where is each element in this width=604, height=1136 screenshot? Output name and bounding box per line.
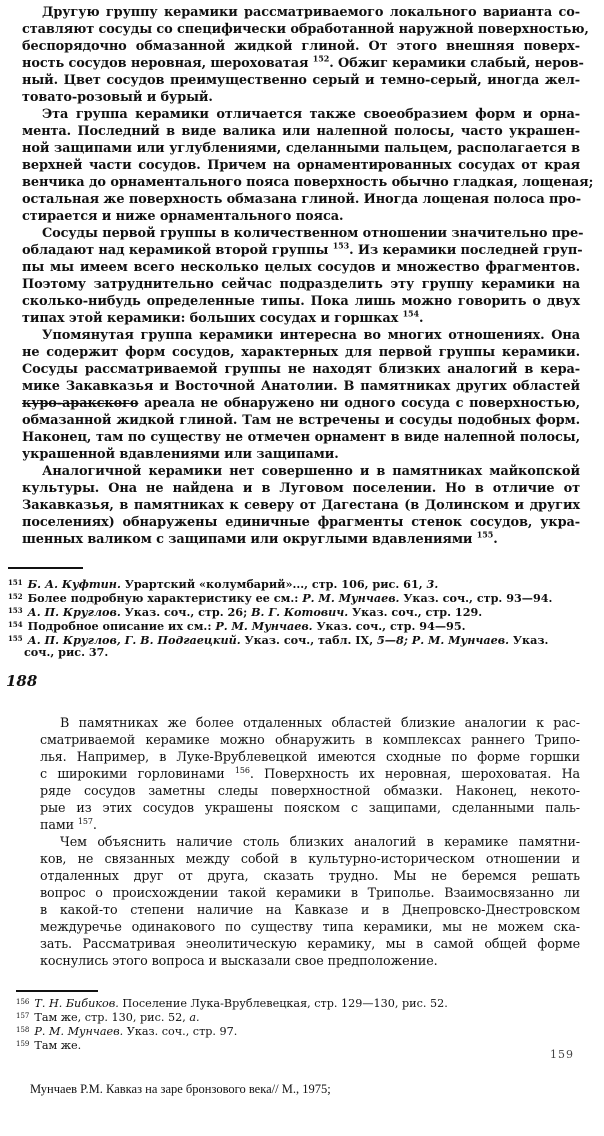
text-line: Аналогичной керамики нет совершенно и в памятниках майкопской [42, 464, 580, 479]
footnote [16, 996, 448, 1010]
text-line: мике Закавказья и Восточной Анатолии. В памятниках других областей [22, 379, 580, 394]
footnote-text: Поселение Лука-Врублевецкая, стр. 129—130, рис. 52. [118, 997, 448, 1010]
text-span: . [419, 311, 424, 326]
text-line: культуры. Она не найдена и в Луговом поселении. Но в отличие от [22, 481, 580, 496]
text-span: ареала не обнаружено ни одного сосуда с поверхностью, [144, 396, 581, 411]
footnote [16, 1010, 200, 1024]
text-line: междуречье одинакового по существу типа керамики, мы не можем ска- [40, 919, 580, 934]
footnote [8, 590, 552, 605]
footnote-ref: 156 [234, 765, 250, 775]
footnote [8, 604, 482, 619]
footnote-number: 153 [8, 606, 23, 615]
footnote [16, 1024, 237, 1038]
text-span: типах этой керамики: больших сосудах и горшках [22, 311, 399, 326]
footnote-author: Т. Н. Бибиков. [34, 997, 119, 1010]
text-line [40, 816, 580, 833]
text-span: ность сосудов неровная, шероховатая [22, 56, 309, 71]
text-line: ряде сосудов заметны следы поверхностной обмазки. Наконец, некото- [40, 783, 580, 798]
footnote-text: Указ. соч., стр. 94—95. [312, 619, 466, 633]
text-line: В памятниках же более отдаленных областей близкие аналогии к рас- [60, 715, 580, 730]
text-span: . Из керамики последней груп- [349, 243, 583, 258]
text-line [22, 240, 583, 259]
text-span: с широкими горловинами [40, 766, 225, 781]
text-line [22, 53, 584, 72]
footnote-number: 157 [16, 1012, 30, 1020]
text-span: . Обжиг керамики слабый, неров- [329, 56, 584, 71]
text-line: верхней части сосудов. Причем на орнаментированных сосудах от края [22, 158, 580, 173]
text-line: не содержит форм сосудов, характерных для первой группы керамики. [22, 345, 580, 360]
text-line: Наконец, там по существу не отмечен орнамент в виде налепной полосы, [22, 430, 580, 445]
text-line: Поэтому затруднительно сейчас подразделить эту группу керамики на [22, 277, 580, 292]
footnote-ref: 152 [312, 53, 330, 64]
footnote [8, 576, 438, 591]
text-line: украшенной вдавлениями или защипами. [22, 447, 339, 462]
struck-text: куро-аракского [22, 396, 139, 411]
text-line: пы мы имеем всего несколько целых сосудов и множество фрагментов. [22, 260, 580, 275]
text-line: ной защипами или углублениями, сделанными пальцем, располагается в [22, 141, 580, 156]
footnote-ref: 157 [77, 816, 93, 826]
text-line: стирается и ниже орнаментального пояса. [22, 209, 344, 224]
text-line [22, 531, 580, 548]
text-line: обмазанной жидкой глиной. Там не встречены и сосуды подобных форм. [22, 413, 580, 428]
footnote-number: 159 [16, 1040, 30, 1048]
footnote-number: 156 [16, 998, 30, 1006]
footnote-number: 152 [8, 592, 23, 601]
text-line: товато-розовый и бурый. [22, 90, 213, 105]
text-line: сматриваемой керамике можно обнаружить в комплексах раннего Трипо- [40, 732, 580, 747]
footnote-text: Указ. [509, 633, 549, 647]
text-line: венчика до орнаментального пояса поверхность обычно гладкая, лощеная; [22, 175, 594, 190]
text-line: остальная же поверхность обмазана глиной. Иногда лощеная полоса про- [22, 192, 582, 207]
text-span: шенных валиком с защипами или округлыми вдавлениями [22, 532, 473, 547]
footnote-number: 158 [16, 1026, 30, 1034]
text-line [22, 395, 580, 412]
text-line: коснулись этого вопроса и высказали свое предположение. [40, 953, 438, 968]
footnote-ref: 155 [476, 529, 494, 540]
text-span: обладают над керамикой второй группы [22, 243, 329, 258]
footnote-author: Р. М. Мунчаев. [34, 1025, 124, 1038]
text-line: Сосуды рассматриваемой группы не находят близких аналогий в кера- [22, 362, 580, 377]
footnote-text: Там же. [34, 1039, 82, 1052]
page-number: 159 [550, 1048, 574, 1061]
text-line [22, 310, 580, 327]
footnote-text: Указ. соч., стр. 26; [120, 605, 252, 619]
footnote-author: А. П. Круглов. [27, 605, 121, 619]
footnote-author: В. Г. Котович. [251, 605, 349, 619]
text-line: вопрос о происхождении такой керамики в Триполье. Взаимосвязанно ли [40, 885, 580, 900]
footnote-ref: 154 [402, 308, 419, 319]
footnote-text: Указ. соч., стр. 93—94. [399, 591, 553, 605]
footnote-divider [16, 990, 98, 992]
footnote-author: Р. М. Мунчаев. [407, 633, 510, 647]
footnote [8, 618, 466, 633]
text-span: . [92, 817, 97, 832]
footnote-text: Там же, стр. 130, рис. 52, [34, 1011, 190, 1024]
text-line: Эта группа керамики отличается также своеобразием форм и орна- [42, 107, 580, 122]
text-line: Закавказья, в памятниках к северу от Дагестана (в Долинском и других [22, 498, 580, 513]
footnote [16, 1038, 81, 1052]
text-line: зать. Рассматривая энеолитическую керамику, мы в самой общей форме [40, 936, 580, 951]
footnote-text: 3. [426, 577, 439, 591]
text-line: Сосуды первой группы в количественном отношении значительно пре- [42, 226, 584, 241]
footnote-ref: 153 [332, 240, 350, 251]
footnote-text: Подробное описание их см.: [27, 619, 216, 633]
text-line: ставляют сосуды со специфически обработанной наружной поверхностью, [22, 22, 589, 37]
footnote-author: Р. М. Мунчаев. [215, 619, 313, 633]
footnote-text: Указ. соч., стр. 97. [123, 1025, 238, 1038]
text-line: сколько-нибудь определенные типы. Пока лишь можно говорить о двух [22, 294, 580, 309]
footnote-text: Урартский «колумбарий»..., стр. 106, рис. 61, [120, 577, 427, 591]
footnote-number: 155 [8, 634, 23, 643]
footnote-number: 154 [8, 620, 23, 629]
text-line: ный. Цвет сосудов преимущественно серый и темно-серый, иногда жел- [22, 73, 580, 88]
footnote-text: Более подробную характеристику ее см.: [27, 591, 303, 605]
text-line: ков, не связанных между собой в культурно-историческом отношении и [40, 851, 580, 866]
text-line: отдаленных друг от друга, сказать трудно. Мы не беремся решать [40, 868, 580, 883]
text-span: пами [40, 817, 74, 832]
text-line: поселениях) обнаружены единичные фрагменты стенок сосудов, укра- [22, 515, 580, 530]
text-line: беспорядочно обмазанной жидкой глиной. От этого внешняя поверх- [22, 39, 580, 54]
text-span: . Поверхность их неровная, шероховатая. На [249, 766, 581, 781]
footnote-divider [8, 567, 83, 569]
footnote-continuation: соч., рис. 37. [24, 645, 109, 659]
text-line: Упомянутая группа керамики интересна во многих отношениях. Она [42, 328, 580, 343]
footnote-text: Указ. соч., стр. 129. [348, 605, 483, 619]
footnote-number: 151 [8, 578, 23, 587]
footnote-text: 5—8; [377, 633, 408, 647]
footnote-author: Б. А. Куфтин. [27, 577, 121, 591]
footnote-text: а. [189, 1011, 200, 1024]
text-line: Другую группу керамики рассматриваемого локального варианта со- [42, 5, 580, 20]
footnote-author: Р. М. Мунчаев. [302, 591, 400, 605]
page-number: 188 [6, 672, 38, 690]
text-line: в какой-то степени наличие на Кавказе и в Днепровско-Днестровском [40, 902, 580, 917]
text-line: Чем объяснить наличие столь близких аналогий в керамике памятни- [60, 834, 580, 849]
text-line: рые из этих сосудов украшены пояском с защипами, сделанными паль- [40, 800, 580, 815]
text-line [40, 765, 580, 782]
text-line: мента. Последний в виде валика или налепной полосы, часто украшен- [22, 124, 580, 139]
text-span: . [493, 532, 498, 547]
footnote-text: Указ. соч., табл. IX, [240, 633, 378, 647]
text-line: лья. Например, в Луке-Врублевецкой имеются сходные по форме горшки [40, 749, 580, 764]
footnote-author: А. П. Круглов, Г. В. Подгаецкий. [27, 633, 241, 647]
source-citation: Мунчаев Р.М. Кавказ на заре бронзового века// М., 1975; [30, 1082, 331, 1096]
